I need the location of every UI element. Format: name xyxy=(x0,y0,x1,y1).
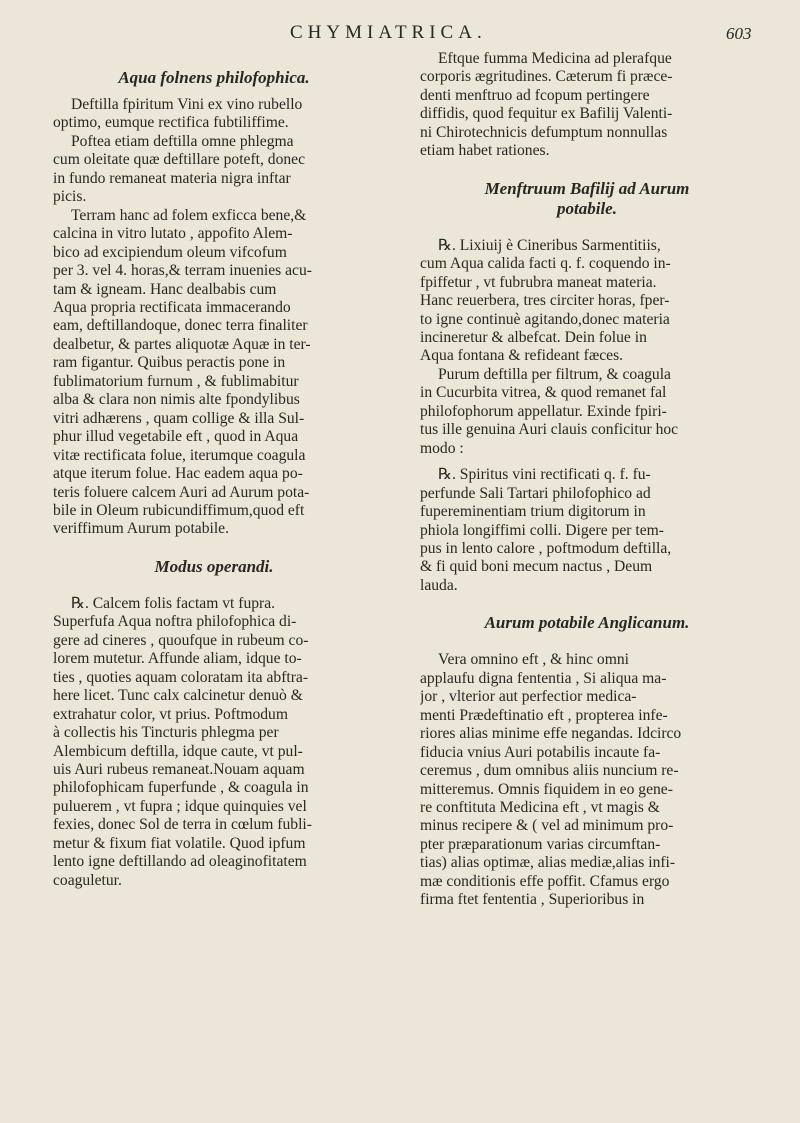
text-line: incineretur & albefcat. Dein folue in xyxy=(420,328,647,346)
page-number: 603 xyxy=(726,24,752,43)
text-line: fexies, donec Sol de terra in cœlum fubli- xyxy=(53,816,312,834)
text-line: Aqua propria rectificata immacerando xyxy=(53,298,291,316)
text-line: cum Aqua calida facti q. f. coquendo in- xyxy=(420,255,671,273)
text-line: alba & clara non nimis alte fpondylibus xyxy=(53,391,300,409)
text-line: tus ille genuina Auri clauis conficitur hoc xyxy=(420,421,679,439)
text-line: applaufu digna fententia , Si aliqua ma- xyxy=(420,669,667,687)
heading-line: Menftruum Bafilij ad Aurum xyxy=(484,178,690,198)
running-head xyxy=(0,22,800,52)
text-line: here licet. Tunc calx calcinetur denuò & xyxy=(53,687,303,705)
text-line: pus in lento calore , poftmodum deftilla, xyxy=(420,539,672,557)
text-line: Aqua fontana & refideant fæces. xyxy=(420,347,624,365)
section-heading: Aqua folnens philofophica. xyxy=(118,68,310,87)
text-line: perfunde Sali Tartari philofophico ad xyxy=(420,484,651,502)
paragraph xyxy=(420,50,754,161)
text-line: phur illud vegetabile eft , quod in Aqua xyxy=(53,428,299,446)
text-line: ties , quoties aquam coloratam ita abftra- xyxy=(53,668,309,686)
text-line: optimo, eumque rectifica fubtiliffime. xyxy=(53,114,289,132)
text-line: ceremus , dum omnibus aliis nuncium re- xyxy=(420,762,679,780)
text-line: metur & fixum fiat volatile. Quod ipfum xyxy=(53,834,306,852)
text-line: pter præparationum varias circumftan- xyxy=(420,835,661,853)
text-line: mitteremus. Omnis fiquidem in eo gene- xyxy=(420,780,673,798)
text-line: corporis ægritudines. Cæterum fi præce- xyxy=(420,68,673,86)
text-line: Vera omnino eft , & hinc omni xyxy=(438,651,629,669)
paragraph xyxy=(53,133,375,207)
text-line: re conftituta Medicina eft , vt magis & xyxy=(420,798,660,816)
text-line: Eftque fumma Medicina ad plerafque xyxy=(438,50,672,67)
text-line: puluerem , vt fupra ; idque quinquies vel xyxy=(53,797,307,815)
text-line: Hanc reuerbera, tres circiter horas, fper- xyxy=(420,292,670,310)
paragraph xyxy=(53,595,375,890)
text-line: lorem mutetur. Affunde aliam, idque to- xyxy=(53,650,302,668)
text-line: jor , vlterior aut perfectior medica- xyxy=(420,688,637,706)
text-line: bile in Oleum rubicundiffimum,quod eft xyxy=(53,501,305,519)
left-column xyxy=(53,50,375,890)
text-line: veriffimum Aurum potabile. xyxy=(53,520,229,538)
text-line: teris foluere calcem Auri ad Aurum pota- xyxy=(53,483,310,501)
text-line: per 3. vel 4. horas,& terram inuenies acu- xyxy=(53,262,312,280)
right-column xyxy=(420,50,754,910)
text-line: menti Prædeftinatio eft , propterea infe- xyxy=(420,706,668,724)
text-line: to igne continuè agitando,donec materia xyxy=(420,310,670,328)
text-line: tias) alias optimæ, alias mediæ,alias infi- xyxy=(420,854,676,872)
text-line: Purum deftilla per filtrum, & coagula xyxy=(438,365,671,383)
text-line: Alembicum deftilla, idque caute, vt pul- xyxy=(53,742,303,760)
text-line: riores alias minime effe negandas. Idcirco xyxy=(420,725,682,743)
text-line: coaguletur. xyxy=(53,871,122,889)
text-line: in fundo remaneat materia nigra inftar xyxy=(53,169,291,187)
text-line: philofophorum appellatur. Exinde fpiri- xyxy=(420,402,667,420)
section-heading: Aurum potabile Anglicanum. xyxy=(484,613,690,633)
text-line: extrahatur color, vt prius. Poftmodum xyxy=(53,705,288,723)
text-line: atque iterum folue. Hac eadem aqua po- xyxy=(53,465,303,483)
text-line: mæ conditionis effe poffit. Cfamus ergo xyxy=(420,872,670,890)
text-line: vitæ rectificata folue, iterumque coagula xyxy=(53,446,306,464)
text-line: Terram hanc ad folem exficca bene,& xyxy=(71,206,307,224)
text-line: ℞. Calcem folis factam vt fupra. xyxy=(71,594,276,612)
text-line: fpiffetur , vt fubrubra maneat materia. xyxy=(420,273,657,291)
text-line: ℞. Spiritus vini rectificati q. f. fu- xyxy=(438,466,651,484)
paragraph xyxy=(420,651,754,909)
text-line: Poftea etiam deftilla omne phlegma xyxy=(71,132,294,150)
text-line: minus recipere & ( vel ad minimum pro- xyxy=(420,817,674,835)
text-line: fiducia vnius Auri potabilis incaute fa- xyxy=(420,743,661,761)
text-line: philofophicam fuperfunde , & coagula in xyxy=(53,779,309,797)
text-line: gere ad cineres , quoufque in rubeum co- xyxy=(53,631,309,649)
paragraph xyxy=(53,96,375,133)
text-line: à collectis his Tincturis phlegma per xyxy=(53,724,279,742)
text-line: modo : xyxy=(420,439,464,457)
text-line: dealbetur, & partes aliquotæ Aquæ in ter- xyxy=(53,335,311,353)
text-line: fupereminentiam trium digitorum in xyxy=(420,503,646,521)
text-line: picis. xyxy=(53,188,87,206)
text-line: Deftilla fpiritum Vini ex vino rubello xyxy=(71,96,303,113)
paragraph xyxy=(420,237,754,458)
heading-line: potabile. xyxy=(557,198,617,218)
text-line: firma ftet fententia , Superioribus in xyxy=(420,891,645,909)
text-line: denti menftruo ad fcopum pertingere xyxy=(420,86,650,104)
text-line: phiola longiffimi colli. Digere per tem- xyxy=(420,521,664,539)
text-line: ni Chirotechnicis defumptum nonnullas xyxy=(420,123,668,141)
text-line: uis Auri rubeus remaneat.Nouam aquam xyxy=(53,760,305,778)
section-heading: Modus operandi. xyxy=(154,556,274,576)
text-line: lento igne deftillando ad oleaginofitatem xyxy=(53,853,307,871)
paragraph xyxy=(53,207,375,539)
text-line: fublimatorium furnum , & fublimabitur xyxy=(53,372,299,390)
text-line: lauda. xyxy=(420,576,458,594)
text-line: bico ad excipiendum oleum vifcofum xyxy=(53,243,287,261)
text-line: & fi quid boni mecum nactus , Deum xyxy=(420,558,653,576)
text-line: vitri adhærens , quam collige & illa Sul- xyxy=(53,409,305,427)
text-line: cum oleitate quæ deftillare poteft, donec xyxy=(53,151,306,169)
text-line: in Cucurbita vitrea, & quod remanet fal xyxy=(420,384,667,402)
running-title: CHYMIATRICA. xyxy=(290,22,487,43)
section-heading xyxy=(420,179,754,219)
text-line: ℞. Lixiuij è Cineribus Sarmentitiis, xyxy=(438,236,661,254)
text-line: diffidis, quod fequitur ex Bafilij Valenti- xyxy=(420,105,673,123)
text-line: tam & igneam. Hanc dealbabis cum xyxy=(53,280,277,298)
text-line: eam, deftillandoque, donec terra finaliter xyxy=(53,317,308,335)
paragraph xyxy=(420,466,754,595)
text-line: Superfufa Aqua noftra philofophica di- xyxy=(53,613,297,631)
text-line: etiam habet rationes. xyxy=(420,142,550,160)
text-line: ram figantur. Quibus peractis pone in xyxy=(53,354,286,372)
text-line: calcina in vitro lutato , appofito Alem- xyxy=(53,225,293,243)
